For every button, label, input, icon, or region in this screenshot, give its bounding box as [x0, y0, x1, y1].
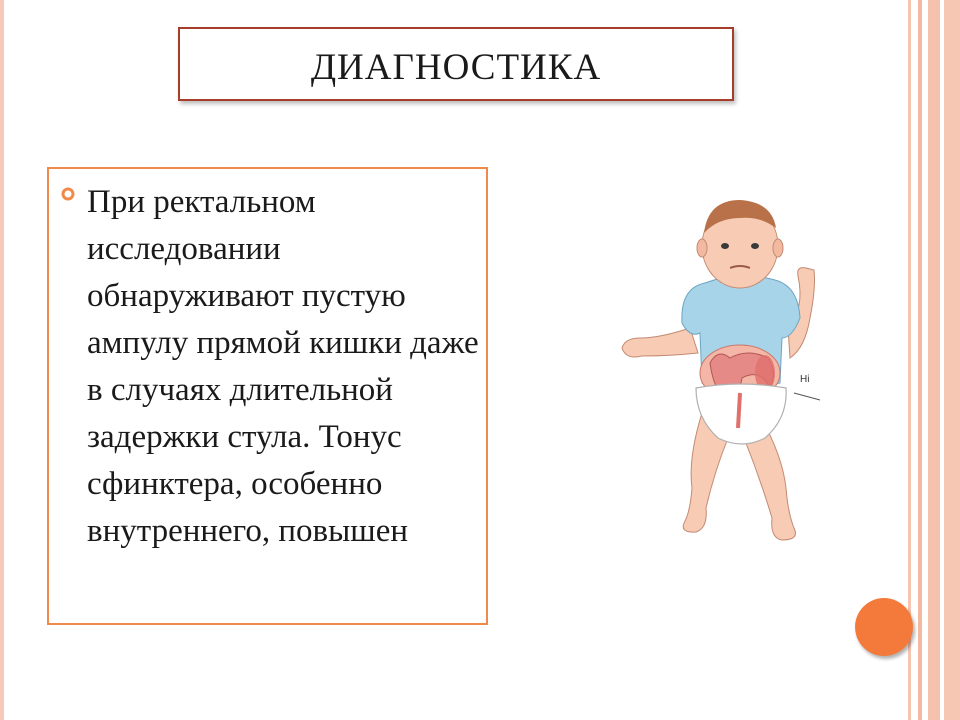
title-box [178, 27, 734, 101]
body-paragraph: При ректальном исследовании обнаруживают пустую ампулу прямой кишки даже в случаях длительной задержки стула. Тонус сфинктера, особенно внутреннего, повышен [87, 184, 479, 549]
right-edge-stripes [908, 0, 960, 720]
infant-anatomy-illustration [610, 188, 822, 560]
content-text-box [47, 167, 488, 625]
slide-title: ДИАГНОСТИКА [310, 47, 602, 88]
orange-circle-icon [855, 598, 913, 656]
illustration-label: Hi [800, 374, 810, 385]
ring-bullet-icon [61, 187, 75, 201]
left-edge-rule [0, 0, 4, 720]
